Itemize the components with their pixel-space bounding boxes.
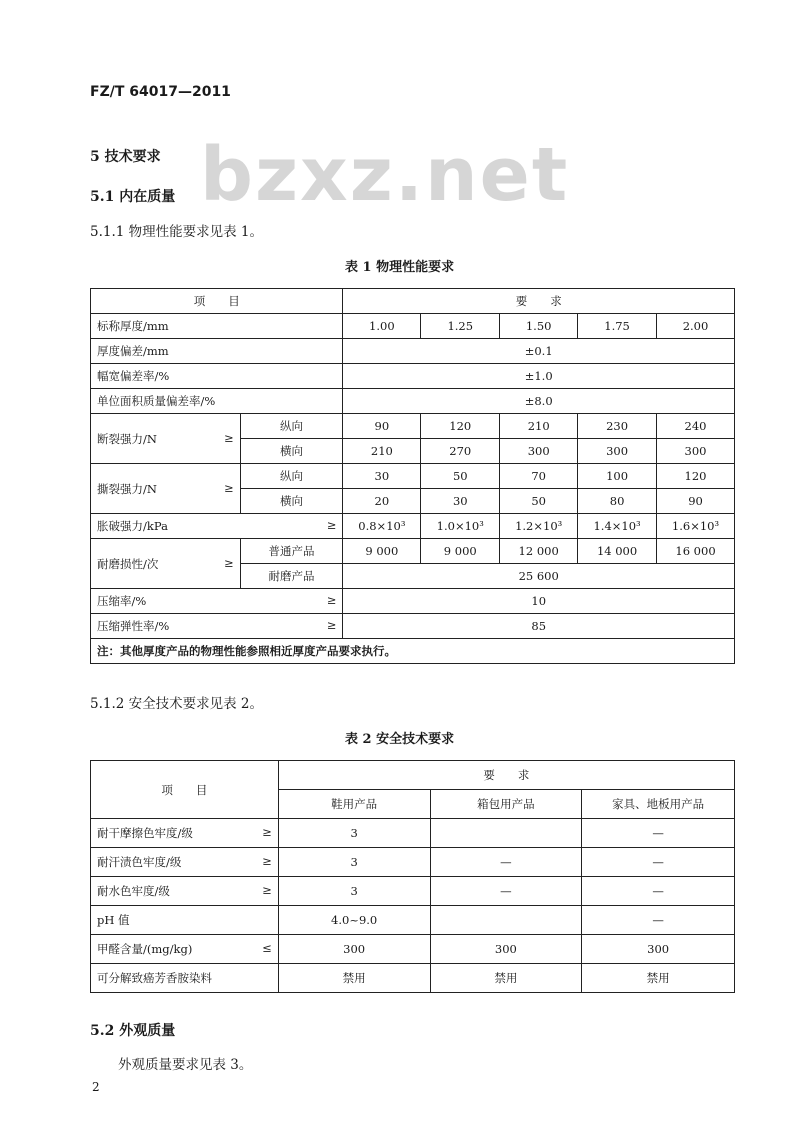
value-cell: —: [430, 877, 582, 906]
value-cell: 85: [343, 614, 735, 639]
table-row: [91, 364, 735, 389]
header-requirement: 要 求: [343, 289, 735, 314]
value-cell: 300: [657, 439, 735, 464]
table-row: [91, 339, 735, 364]
value-cell: 16 000: [657, 539, 735, 564]
table-row: [91, 964, 735, 993]
label-text: 耐干摩擦色牢度/级: [97, 826, 193, 840]
value-cell: 300: [578, 439, 657, 464]
row-label: pH 值: [91, 906, 279, 935]
value-cell: 14 000: [578, 539, 657, 564]
table2-caption: 表 2 安全技术要求: [345, 732, 455, 747]
direction-label: 纵向: [240, 464, 343, 489]
table-row: [91, 589, 735, 614]
ge-symbol: ≥: [224, 555, 234, 570]
table-row: [91, 289, 735, 314]
table-row: [91, 539, 735, 564]
ge-symbol: ≥: [326, 593, 337, 607]
header-item: 项 目: [91, 761, 279, 819]
value-cell: 0.8×10³: [343, 514, 421, 539]
thickness-cell: 1.75: [578, 314, 657, 339]
sub-label: 普通产品: [240, 539, 343, 564]
label-text: 撕裂强力/N: [97, 481, 157, 496]
value-cell: 30: [343, 464, 421, 489]
value-cell: [430, 906, 582, 935]
table-row: [91, 819, 735, 848]
watermark: bzxz.net: [200, 132, 570, 218]
row-label: 标称厚度/mm: [91, 314, 343, 339]
value-cell: 3: [278, 877, 430, 906]
value-cell: 230: [578, 414, 657, 439]
value-cell: ±0.1: [343, 339, 735, 364]
row-label: [91, 935, 279, 964]
value-cell: —: [582, 848, 735, 877]
table-row: [91, 314, 735, 339]
table-row: [91, 761, 735, 790]
value-cell: 10: [343, 589, 735, 614]
le-symbol: ≤: [262, 941, 272, 955]
label-text: 压缩弹性率/%: [97, 619, 170, 633]
table-row: [91, 464, 735, 489]
table-row: [91, 614, 735, 639]
value-cell: 1.2×10³: [500, 514, 578, 539]
value-cell: —: [582, 906, 735, 935]
thickness-cell: 1.25: [421, 314, 500, 339]
label-text: 耐磨损性/次: [97, 556, 159, 571]
row-label: [91, 848, 279, 877]
sub-label: 耐磨产品: [240, 564, 343, 589]
value-cell: —: [430, 848, 582, 877]
page-number: 2: [92, 1080, 100, 1094]
column-header: 家具、地板用产品: [582, 790, 735, 819]
value-cell: 1.4×10³: [578, 514, 657, 539]
row-label: [91, 539, 241, 589]
value-cell: 90: [343, 414, 421, 439]
value-cell: ±8.0: [343, 389, 735, 414]
section-5-2-text: 外观质量要求见表 3。: [118, 1057, 253, 1073]
row-label: 可分解致癌芳香胺染料: [91, 964, 279, 993]
column-header: 鞋用产品: [278, 790, 430, 819]
table-row: [91, 906, 735, 935]
table1-caption: 表 1 物理性能要求: [345, 260, 455, 275]
row-label: [91, 877, 279, 906]
direction-label: 横向: [240, 439, 343, 464]
value-cell: 25 600: [343, 564, 735, 589]
section-5-1-2-text: 5.1.2 安全技术要求见表 2。: [90, 696, 264, 712]
value-cell: 270: [421, 439, 500, 464]
value-cell: ±1.0: [343, 364, 735, 389]
section-5-1-heading: 5.1 内在质量: [90, 189, 176, 205]
value-cell: 3: [278, 848, 430, 877]
value-cell: 12 000: [500, 539, 578, 564]
value-cell: 30: [421, 489, 500, 514]
value-cell: 50: [421, 464, 500, 489]
value-cell: 50: [500, 489, 578, 514]
row-label: 单位面积质量偏差率/%: [91, 389, 343, 414]
value-cell: 120: [421, 414, 500, 439]
value-cell: 210: [343, 439, 421, 464]
value-cell: 9 000: [421, 539, 500, 564]
value-cell: 90: [657, 489, 735, 514]
ge-symbol: ≥: [326, 518, 337, 532]
value-cell: 4.0~9.0: [278, 906, 430, 935]
row-label: [91, 819, 279, 848]
ge-symbol: ≥: [224, 480, 234, 495]
value-cell: 300: [278, 935, 430, 964]
value-cell: 240: [657, 414, 735, 439]
thickness-cell: 1.00: [343, 314, 421, 339]
value-cell: [430, 819, 582, 848]
ge-symbol: ≥: [224, 430, 234, 445]
table-row: [91, 514, 735, 539]
ge-symbol: ≥: [262, 825, 272, 839]
table-row: [91, 848, 735, 877]
header-item: 项 目: [91, 289, 343, 314]
document-id: FZ/T 64017—2011: [90, 84, 231, 100]
value-cell: 20: [343, 489, 421, 514]
header-requirement: 要 求: [278, 761, 734, 790]
label-text: 甲醛含量/(mg/kg): [97, 942, 193, 956]
value-cell: 120: [657, 464, 735, 489]
value-cell: 禁用: [582, 964, 735, 993]
section-5-1-1-text: 5.1.1 物理性能要求见表 1。: [90, 224, 264, 240]
value-cell: 80: [578, 489, 657, 514]
value-cell: 禁用: [430, 964, 582, 993]
row-label: [91, 614, 343, 639]
thickness-cell: 2.00: [657, 314, 735, 339]
label-text: 胀破强力/kPa: [97, 519, 168, 533]
row-label: [91, 514, 343, 539]
section-5-2-heading: 5.2 外观质量: [90, 1023, 176, 1039]
thickness-cell: 1.50: [500, 314, 578, 339]
table-row: [91, 389, 735, 414]
label-text: 耐汗渍色牢度/级: [97, 855, 182, 869]
value-cell: 300: [430, 935, 582, 964]
ge-symbol: ≥: [262, 854, 272, 868]
direction-label: 横向: [240, 489, 343, 514]
safety-requirements-table: [90, 760, 735, 993]
value-cell: 300: [582, 935, 735, 964]
value-cell: —: [582, 877, 735, 906]
row-label: [91, 589, 343, 614]
section-5-heading: 5 技术要求: [90, 149, 161, 165]
value-cell: 禁用: [278, 964, 430, 993]
value-cell: 3: [278, 819, 430, 848]
row-label: 幅宽偏差率/%: [91, 364, 343, 389]
value-cell: 300: [500, 439, 578, 464]
table-row: [91, 877, 735, 906]
label-text: 断裂强力/N: [97, 431, 157, 446]
direction-label: 纵向: [240, 414, 343, 439]
row-label: [91, 414, 241, 464]
label-text: 耐水色牢度/级: [97, 884, 170, 898]
row-label: [91, 464, 241, 514]
table-note: 注：其他厚度产品的物理性能参照相近厚度产品要求执行。: [91, 639, 735, 664]
table-row: [91, 935, 735, 964]
value-cell: —: [582, 819, 735, 848]
value-cell: 1.6×10³: [657, 514, 735, 539]
ge-symbol: ≥: [262, 883, 272, 897]
value-cell: 210: [500, 414, 578, 439]
table-row: [91, 414, 735, 439]
value-cell: 100: [578, 464, 657, 489]
label-text: 压缩率/%: [97, 594, 147, 608]
value-cell: 70: [500, 464, 578, 489]
table-row: [91, 639, 735, 664]
value-cell: 1.0×10³: [421, 514, 500, 539]
column-header: 箱包用产品: [430, 790, 582, 819]
value-cell: 9 000: [343, 539, 421, 564]
physical-properties-table: [90, 288, 735, 664]
row-label: 厚度偏差/mm: [91, 339, 343, 364]
ge-symbol: ≥: [326, 618, 337, 632]
